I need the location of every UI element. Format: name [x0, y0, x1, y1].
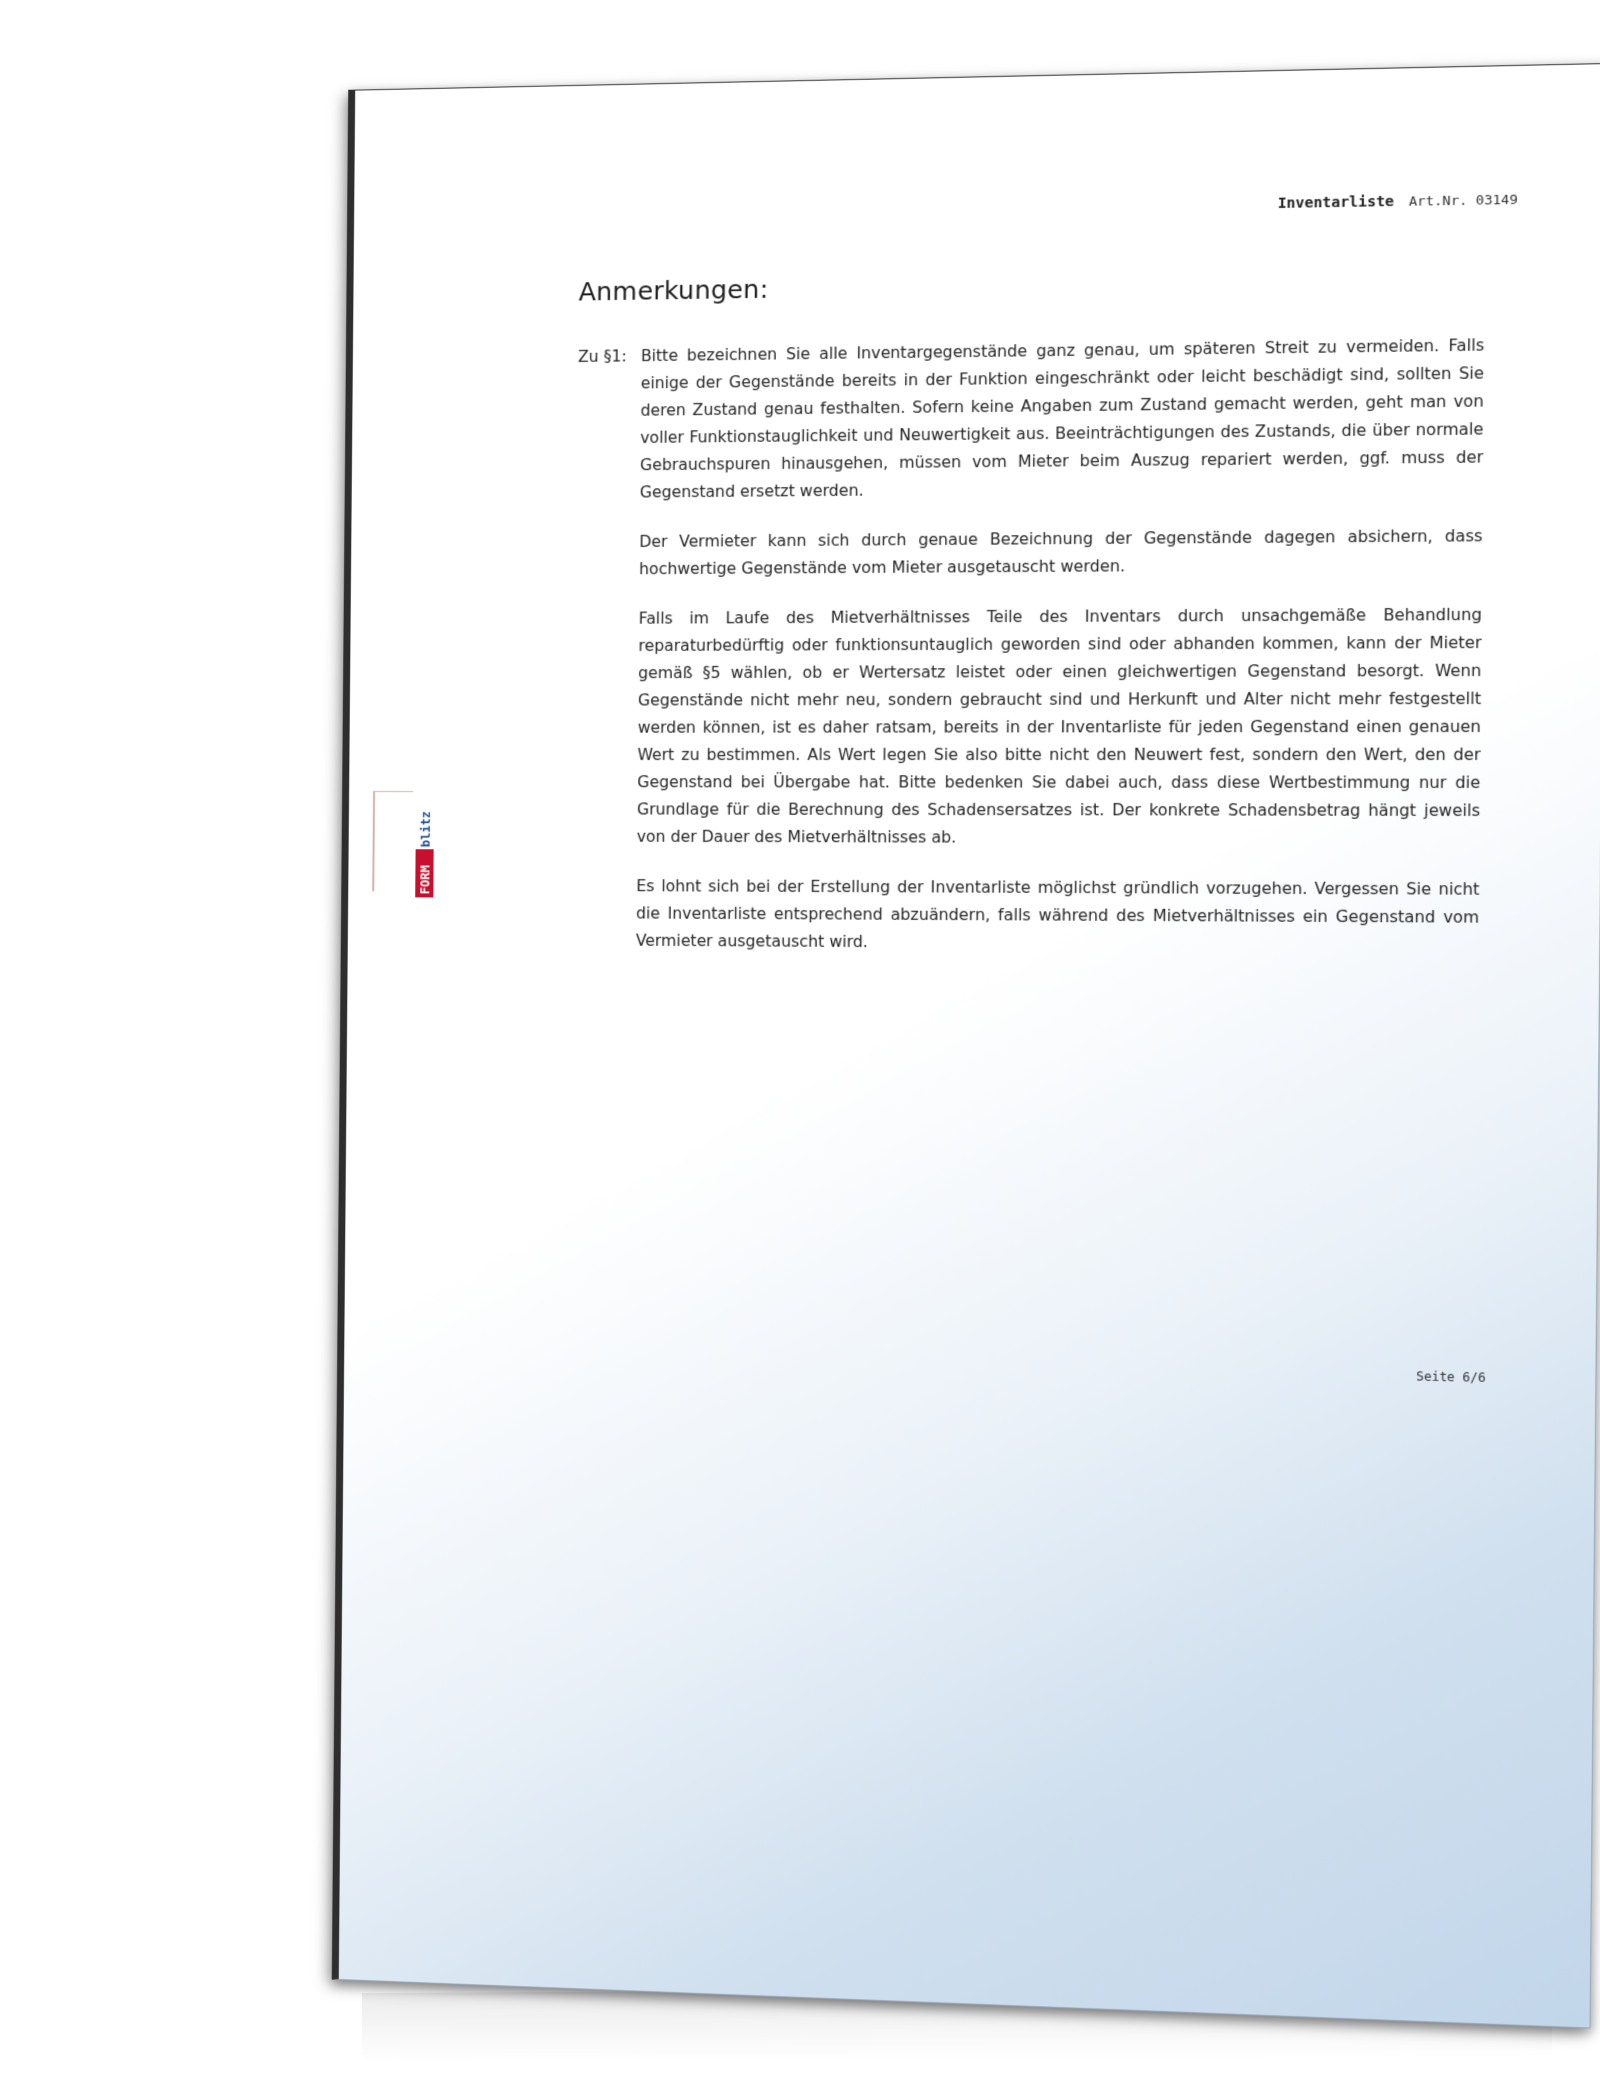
page-number: Seite 6/6: [1416, 1369, 1486, 1385]
logo-rule-top: [373, 791, 413, 792]
logo-rule: [372, 791, 375, 891]
note-text: Es lohnt sich bei der Erstellung der Inventarliste möglichst gründlich vorzugehen. Vergessen Sie nicht die Inventarliste entsprechend abzuändern, falls während des Mietverhältnisses ein Gegenstand vom Vermieter ausgetauscht wird.: [635, 877, 1480, 952]
logo-form-text: FORM: [417, 865, 433, 895]
note-label: Zu §1:: [578, 347, 627, 367]
notes-body: [573, 332, 1485, 983]
article-number: Art.Nr. 03149: [1408, 192, 1518, 210]
note-paragraph: [574, 601, 1482, 853]
note-label: [574, 606, 639, 851]
section-heading: Anmerkungen:: [578, 274, 769, 307]
note-text: Der Vermieter kann sich durch genaue Bezeichnung der Gegenstände dagegen absichern, dass hochwertige Gegenstände vom Mieter ausgetauscht werden.: [639, 526, 1483, 579]
note-text: Bitte bezeichnen Sie alle Inventargegenstände ganz genau, um späteren Streit zu vermeiden. Falls einige der Gegenstände bereits in der Funktion eingeschränkt oder leicht beschädigt sind, sollten Sie deren Zustand genau festhalten. Sofern keine Angaben zum Zustand gemacht werden, geht man von voller Funktionstauglichkeit und Neuwertigkeit aus. Beeinträchtigungen des Zustands, die über normale Gebrauchspuren hinausgehen, müssen vom Mieter beim Auszug repariert werden, ggf. muss der Gegenstand ersetzt werden.: [639, 336, 1485, 502]
logo-blitz-text: blitz: [418, 811, 433, 848]
document-title: Inventarliste: [1277, 193, 1395, 213]
note-label: [573, 873, 637, 955]
note-paragraph: [577, 332, 1485, 507]
formblitz-logo: [413, 791, 436, 897]
document-header: [1278, 190, 1518, 213]
note-text: Falls im Laufe des Mietverhältnisses Teile des Inventars durch unsachgemäße Behandlung reparaturbedürftig oder funktionsuntauglich geworden sind oder abhanden kommen, kann der Mieter gemäß §5 wählen, ob er Wertersatz leistet oder einen gleichwertigen Gegenstand besorgt. Wenn Gegenstände nicht mehr neu, sondern gebraucht sind und Herkunft und Alter nicht mehr festgestellt werden können, ist es daher ratsam, bereits in der Inventarliste für jeden Gegenstand einen genauen Wert zu bestimmen. Als Wert legen Sie also bitte nicht den Neuwert fest, sondern den Wert, den der Gegenstand bei Übergabe hat. Bitte bedenken Sie dabei auch, dass diese Wertbestimmung nur die Grundlage für die Berechnung des Schadensersatzes ist. Der konkrete Schadensbetrag hängt jeweils von der Dauer des Mietverhältnisses ab.: [636, 605, 1482, 847]
note-paragraph: [576, 523, 1483, 584]
note-label: [576, 529, 639, 584]
document-page: [332, 63, 1600, 2029]
note-paragraph: [573, 873, 1480, 960]
